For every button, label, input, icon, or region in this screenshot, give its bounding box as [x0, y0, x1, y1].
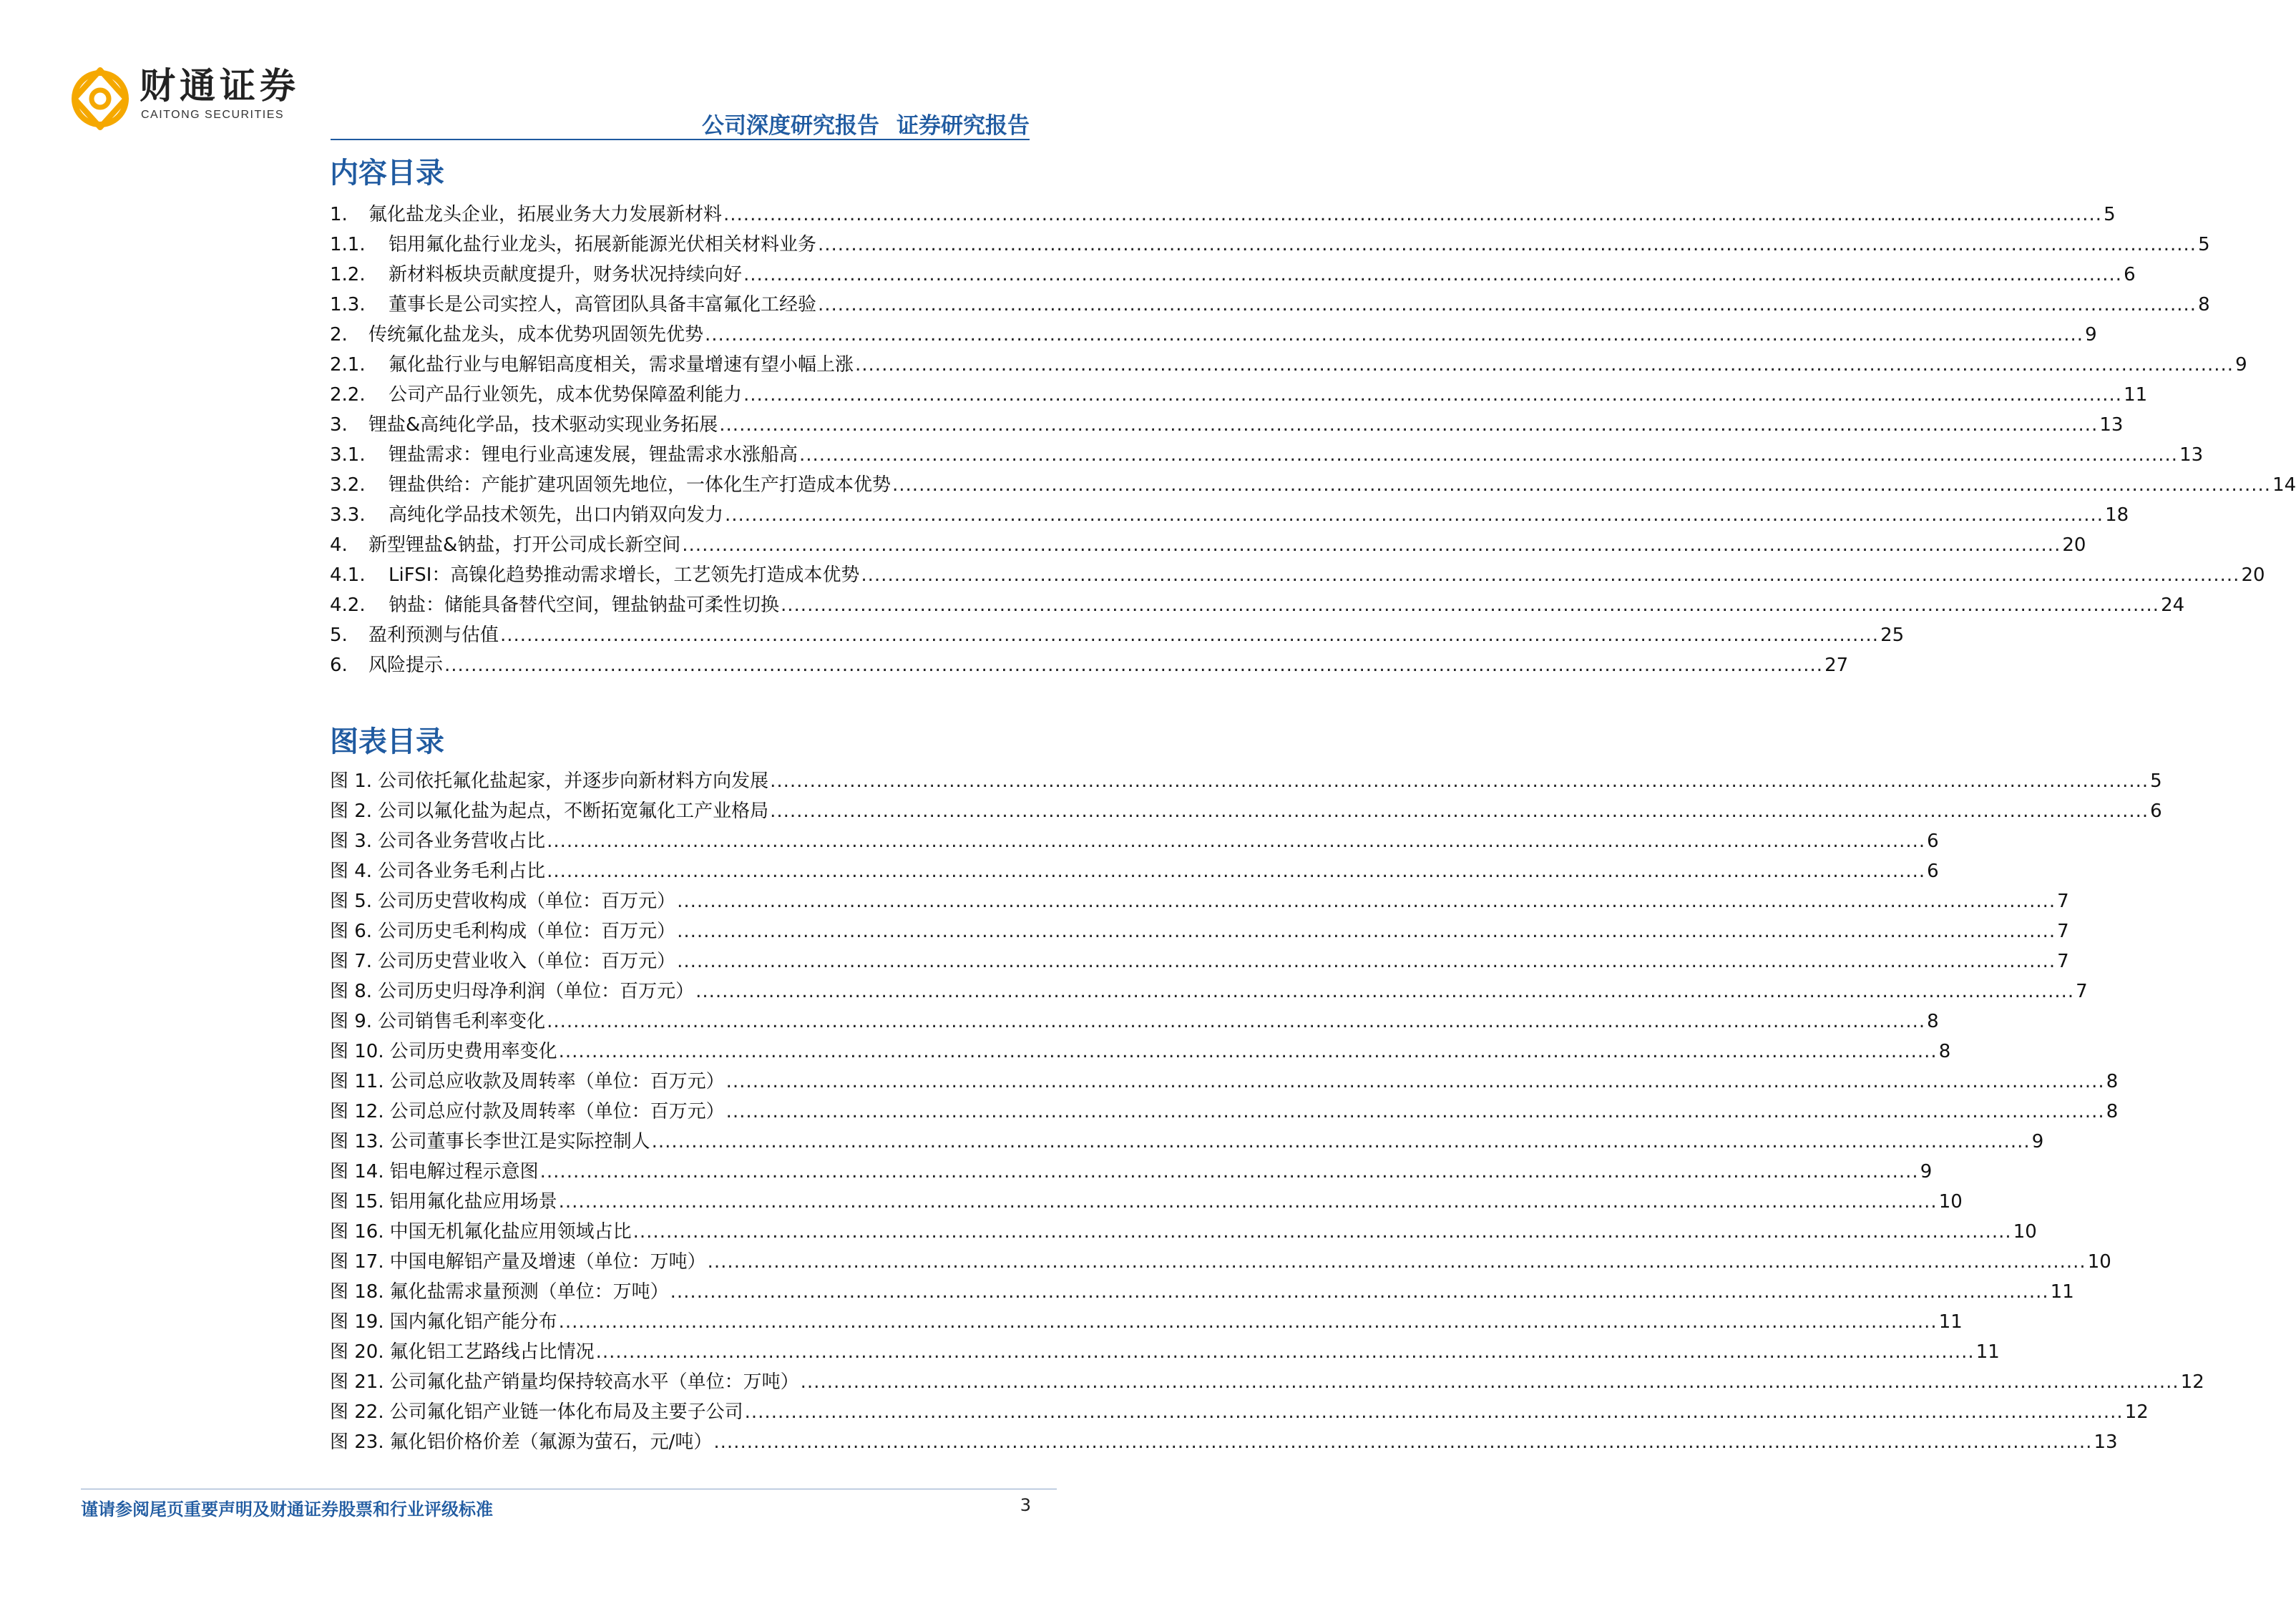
entry-title: 锂盐需求：锂电行业高速发展，锂盐需求水涨船高 — [389, 444, 798, 466]
figure-entry[interactable] — [330, 1037, 1951, 1067]
entry-page: 9 — [1920, 1161, 1933, 1183]
entry-number: 图 10. — [330, 1041, 384, 1062]
dot-leader — [818, 230, 2197, 260]
dot-leader — [677, 916, 2056, 946]
figure-entry[interactable] — [330, 976, 2088, 1007]
entry-number: 图 3. — [330, 831, 373, 852]
entry-page: 7 — [2057, 921, 2069, 942]
entry-number: 图 17. — [330, 1251, 384, 1273]
entry-page: 11 — [2050, 1281, 2074, 1303]
entry-number: 图 4. — [330, 861, 373, 882]
entry-number: 图 22. — [330, 1401, 384, 1423]
toc-entry[interactable] — [330, 620, 1905, 650]
entry-page: 18 — [2105, 504, 2129, 526]
figure-entry[interactable] — [330, 1367, 2204, 1397]
entry-page: 14 — [2272, 474, 2296, 496]
header-divider — [331, 139, 1030, 140]
dot-leader — [726, 1097, 2105, 1127]
entry-page: 11 — [1938, 1311, 1963, 1333]
figure-entry[interactable] — [330, 826, 1939, 856]
entry-number: 图 13. — [330, 1131, 384, 1152]
dot-leader — [726, 1067, 2105, 1097]
dot-leader — [708, 1247, 2086, 1277]
entry-title: 氟化铝工艺路线占比情况 — [389, 1341, 595, 1363]
dot-leader — [547, 826, 1925, 856]
entry-number: 1.3. — [330, 294, 366, 315]
dot-leader — [743, 380, 2122, 410]
figure-entry[interactable] — [330, 1397, 2149, 1427]
dot-leader — [770, 796, 2149, 826]
toc-entry[interactable] — [330, 530, 2086, 560]
entry-title: 公司氟化盐产销量均保持较高水平（单位：万吨） — [389, 1371, 799, 1393]
figure-entry[interactable] — [330, 1337, 2000, 1367]
entry-page: 8 — [1927, 1011, 1939, 1032]
toc-entry[interactable] — [330, 440, 2204, 470]
dot-leader — [781, 590, 2159, 620]
figure-entry[interactable] — [330, 1307, 1963, 1337]
entry-number: 图 1. — [330, 770, 373, 792]
entry-number: 图 20. — [330, 1341, 384, 1363]
entry-number: 3.3. — [330, 504, 366, 526]
toc-list — [330, 200, 2296, 680]
entry-page: 6 — [1927, 831, 1939, 852]
dot-leader — [892, 470, 2271, 500]
figure-entry[interactable] — [330, 1247, 2111, 1277]
entry-number: 4.1. — [330, 564, 366, 586]
entry-number: 图 11. — [330, 1071, 384, 1092]
entry-number: 4.2. — [330, 594, 366, 616]
entry-number: 5. — [330, 625, 348, 646]
entry-page: 6 — [2124, 264, 2136, 285]
dot-leader — [652, 1127, 2031, 1157]
entry-number: 2.1. — [330, 354, 366, 376]
dot-leader — [677, 886, 2056, 916]
entry-title: 公司依托氟化盐起家，并逐步向新材料方向发展 — [378, 770, 769, 792]
entry-title: 公司董事长李世江是实际控制人 — [389, 1131, 650, 1152]
dot-leader — [799, 440, 2178, 470]
toc-entry[interactable] — [330, 650, 1849, 680]
entry-title: 铝用氟化盐应用场景 — [389, 1191, 557, 1213]
entry-number: 3.2. — [330, 474, 366, 496]
dot-leader — [743, 260, 2122, 290]
entry-number: 图 2. — [330, 800, 373, 822]
toc-entry[interactable] — [330, 410, 2124, 440]
toc-entry[interactable] — [330, 590, 2185, 620]
entry-number: 图 12. — [330, 1101, 384, 1122]
brand-name-cn: 财通证券 — [140, 65, 300, 107]
entry-page: 7 — [2076, 981, 2088, 1002]
entry-title: 公司氟化铝产业链一体化布局及主要子公司 — [389, 1401, 743, 1423]
figure-entry[interactable] — [330, 1217, 2037, 1247]
entry-title: 公司历史费用率变化 — [389, 1041, 557, 1062]
dot-leader — [719, 410, 2098, 440]
entry-number: 1.2. — [330, 264, 366, 285]
dot-leader — [695, 976, 2074, 1007]
entry-title: 中国电解铝产量及增速（单位：万吨） — [389, 1251, 706, 1273]
dot-leader — [855, 350, 2234, 380]
figure-entry[interactable] — [330, 856, 1939, 886]
dot-leader — [500, 620, 1879, 650]
entry-page: 13 — [2179, 444, 2204, 466]
dot-leader — [713, 1427, 2092, 1457]
entry-page: 20 — [2241, 564, 2265, 586]
entry-title: 氟化盐行业与电解铝高度相关，需求量增速有望小幅上涨 — [389, 354, 854, 376]
figures-list — [330, 766, 2204, 1457]
entry-page: 11 — [1975, 1341, 2000, 1363]
dot-leader — [705, 320, 2084, 350]
entry-number: 图 21. — [330, 1371, 384, 1393]
entry-title: 公司以氟化盐为起点，不断拓宽氟化工产业格局 — [378, 800, 769, 822]
dot-leader — [745, 1397, 2124, 1427]
entry-title: 高纯化学品技术领先，出口内销双向发力 — [389, 504, 724, 526]
entry-page: 9 — [2031, 1131, 2044, 1152]
entry-title: 新型锂盐&钠盐，打开公司成长新空间 — [368, 534, 681, 556]
entry-title: 铝电解过程示意图 — [389, 1161, 539, 1183]
figure-entry[interactable] — [330, 766, 2162, 796]
entry-number: 图 23. — [330, 1431, 384, 1453]
dot-leader — [547, 1007, 1925, 1037]
entry-number: 2.2. — [330, 384, 366, 406]
entry-page: 8 — [2106, 1101, 2119, 1122]
entry-number: 6. — [330, 655, 348, 676]
entry-page: 5 — [2150, 770, 2162, 792]
entry-page: 24 — [2161, 594, 2185, 616]
entry-title: 公司历史归母净利润（单位：百万元） — [378, 981, 695, 1002]
entry-page: 6 — [2150, 800, 2162, 822]
entry-title: 公司历史营业收入（单位：百万元） — [378, 951, 676, 972]
dot-leader — [559, 1037, 1938, 1067]
entry-page: 7 — [2057, 891, 2069, 912]
figure-entry[interactable] — [330, 1157, 1933, 1187]
entry-number: 图 9. — [330, 1011, 373, 1032]
toc-entry[interactable] — [330, 290, 2210, 320]
dot-leader — [818, 290, 2197, 320]
entry-page: 25 — [1880, 625, 1905, 646]
dot-leader — [861, 560, 2239, 590]
dot-leader — [801, 1367, 2179, 1397]
dot-leader — [559, 1307, 1938, 1337]
entry-number: 图 6. — [330, 921, 373, 942]
entry-page: 9 — [2085, 324, 2097, 346]
entry-page: 10 — [1938, 1191, 1963, 1213]
toc-entry[interactable] — [330, 350, 2247, 380]
entry-number: 1. — [330, 204, 348, 225]
entry-title: 风险提示 — [368, 655, 444, 676]
entry-title: 锂盐&高纯化学品，技术驱动实现业务拓展 — [368, 414, 718, 436]
entry-page: 10 — [2087, 1251, 2111, 1273]
entry-page: 8 — [1938, 1041, 1951, 1062]
figure-entry[interactable] — [330, 1067, 2119, 1097]
entry-title: 铝用氟化盐行业龙头，拓展新能源光伏相关材料业务 — [389, 234, 817, 255]
dot-leader — [559, 1187, 1938, 1217]
dot-leader — [596, 1337, 1975, 1367]
entry-number: 3. — [330, 414, 348, 436]
figure-entry[interactable] — [330, 916, 2069, 946]
entry-page: 8 — [2106, 1071, 2119, 1092]
caitong-logo-icon — [57, 63, 143, 134]
entry-title: 公司产品行业领先，成本优势保障盈利能力 — [389, 384, 743, 406]
figure-entry[interactable] — [330, 1007, 1939, 1037]
entry-title: 氟化盐需求量预测（单位：万吨） — [389, 1281, 669, 1303]
entry-page: 5 — [2104, 204, 2116, 225]
entry-title: LiFSI：高镍化趋势推动需求增长，工艺领先打造成本优势 — [389, 564, 860, 586]
entry-number: 图 7. — [330, 951, 373, 972]
entry-number: 图 15. — [330, 1191, 384, 1213]
toc-entry[interactable] — [330, 230, 2210, 260]
brand-name-en: CAITONG SECURITIES — [141, 109, 285, 121]
entry-number: 图 19. — [330, 1311, 384, 1333]
toc-entry[interactable] — [330, 200, 2116, 230]
entry-number: 3.1. — [330, 444, 366, 466]
entry-page: 12 — [2180, 1371, 2204, 1393]
figure-entry[interactable] — [330, 886, 2069, 916]
entry-title: 公司各业务毛利占比 — [378, 861, 546, 882]
figure-entry[interactable] — [330, 796, 2162, 826]
entry-page: 8 — [2198, 294, 2210, 315]
toc-entry[interactable] — [330, 320, 2097, 350]
entry-page: 27 — [1824, 655, 1849, 676]
entry-page: 7 — [2057, 951, 2069, 972]
entry-page: 20 — [2062, 534, 2086, 556]
entry-title: 盈利预测与估值 — [368, 625, 499, 646]
page-number: 3 — [1020, 1495, 1031, 1515]
figure-entry[interactable] — [330, 1427, 2118, 1457]
report-category: 证券研究报告 — [897, 113, 1030, 139]
toc-entry[interactable] — [330, 500, 2129, 530]
footer-disclaimer: 谨请参阅尾页重要声明及财通证券股票和行业评级标准 — [81, 1499, 493, 1519]
entry-page: 9 — [2235, 354, 2247, 376]
dot-leader — [723, 200, 2102, 230]
dot-leader — [547, 856, 1925, 886]
dot-leader — [540, 1157, 1919, 1187]
entry-page: 6 — [1927, 861, 1939, 882]
entry-number: 图 8. — [330, 981, 373, 1002]
toc-entry[interactable] — [330, 380, 2148, 410]
entry-number: 1.1. — [330, 234, 366, 255]
figure-entry[interactable] — [330, 1127, 2044, 1157]
figure-entry[interactable] — [330, 946, 2069, 976]
dot-leader — [770, 766, 2149, 796]
dot-leader — [444, 650, 1823, 680]
figure-entry[interactable] — [330, 1187, 1963, 1217]
entry-number: 图 18. — [330, 1281, 384, 1303]
entry-title: 氟化盐龙头企业，拓展业务大力发展新材料 — [368, 204, 723, 225]
entry-number: 图 16. — [330, 1221, 384, 1243]
entry-number: 图 5. — [330, 891, 373, 912]
entry-title: 公司各业务营收占比 — [378, 831, 546, 852]
entry-title: 钠盐：储能具备替代空间，锂盐钠盐可柔性切换 — [389, 594, 780, 616]
figure-entry[interactable] — [330, 1277, 2074, 1307]
entry-title: 公司历史毛利构成（单位：百万元） — [378, 921, 676, 942]
entry-number: 2. — [330, 324, 348, 346]
entry-title: 传统氟化盐龙头，成本优势巩固领先优势 — [368, 324, 704, 346]
entry-title: 公司历史营收构成（单位：百万元） — [378, 891, 676, 912]
entry-number: 图 14. — [330, 1161, 384, 1183]
entry-title: 公司总应付款及周转率（单位：百万元） — [389, 1101, 725, 1122]
entry-title: 锂盐供给：产能扩建巩固领先地位，一体化生产打造成本优势 — [389, 474, 891, 496]
entry-title: 董事长是公司实控人，高管团队具备丰富氟化工经验 — [389, 294, 817, 315]
entry-number: 4. — [330, 534, 348, 556]
entry-page: 13 — [2094, 1431, 2118, 1453]
entry-page: 5 — [2198, 234, 2210, 255]
toc-entry[interactable] — [330, 560, 2265, 590]
dot-leader — [677, 946, 2056, 976]
dot-leader — [670, 1277, 2049, 1307]
dot-leader — [633, 1217, 2012, 1247]
entry-page: 11 — [2124, 384, 2148, 406]
toc-title: 内容目录 — [330, 157, 444, 190]
figure-entry[interactable] — [330, 1097, 2119, 1127]
toc-entry[interactable] — [330, 470, 2296, 500]
entry-title: 公司总应收款及周转率（单位：百万元） — [389, 1071, 725, 1092]
report-header — [702, 107, 1030, 139]
entry-title: 氟化铝价格价差（氟源为萤石，元/吨） — [389, 1431, 713, 1453]
dot-leader — [725, 500, 2104, 530]
figures-title: 图表目录 — [330, 725, 444, 758]
entry-page: 13 — [2099, 414, 2124, 436]
entry-title: 中国无机氟化盐应用领域占比 — [389, 1221, 632, 1243]
report-type: 公司深度研究报告 — [702, 113, 879, 139]
entry-title: 国内氟化铝产能分布 — [389, 1311, 557, 1333]
toc-entry[interactable] — [330, 260, 2136, 290]
entry-title: 公司销售毛利率变化 — [378, 1011, 546, 1032]
entry-page: 10 — [2013, 1221, 2037, 1243]
entry-title: 新材料板块贡献度提升，财务状况持续向好 — [389, 264, 743, 285]
entry-page: 12 — [2124, 1401, 2149, 1423]
dot-leader — [682, 530, 2061, 560]
